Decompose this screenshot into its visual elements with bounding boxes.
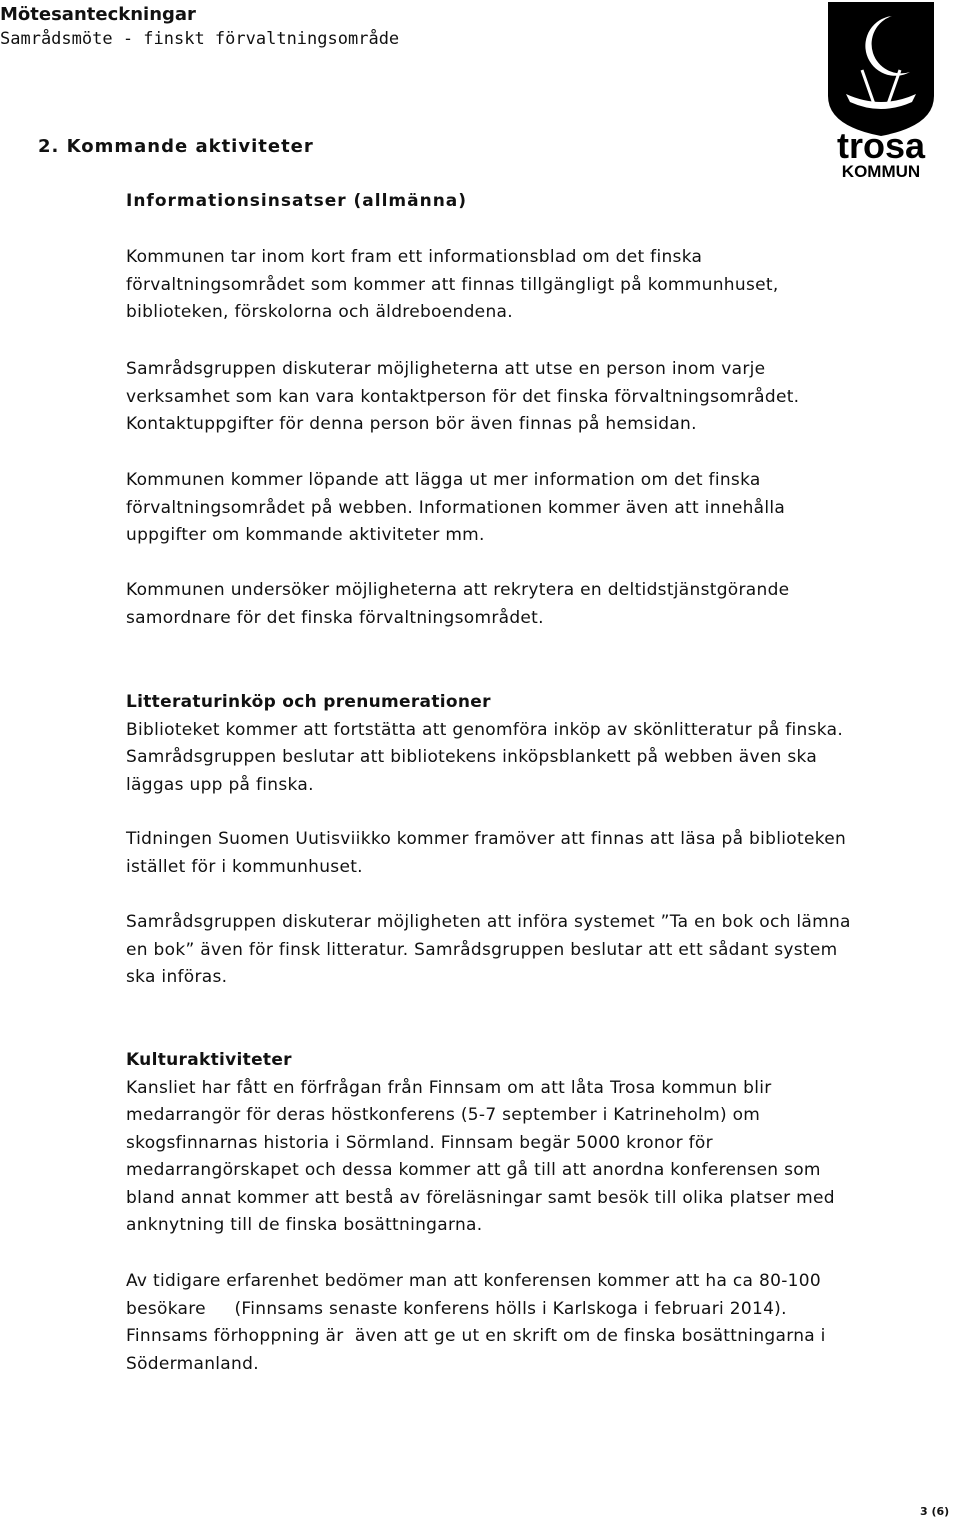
text-line: biblioteken, förskolorna och äldreboendena.: [126, 302, 513, 322]
text-line: Samrådsgruppen diskuterar möjligheten att införa systemet ”Ta en bok och lämna: [126, 912, 851, 932]
text-line: Finnsams förhoppning är även att ge ut en skrift om de finska bosättningarna i: [126, 1326, 826, 1346]
text-line: skogsfinnarnas historia i Sörmland. Finnsam begär 5000 kronor för: [126, 1132, 713, 1153]
text-line: Biblioteket kommer att fortstätta att genomföra inköp av skönlitteratur på finska.: [126, 719, 844, 740]
logo-text-trosa: trosa: [836, 125, 926, 166]
info-paragraph-2: [126, 356, 946, 439]
text-line: besökare (Finnsams senaste konferens hölls i Karlskoga i februari 2014).: [126, 1298, 787, 1319]
text-line: förvaltningsområdet på webben. Informationen kommer även att innehålla: [126, 497, 786, 518]
kultur-heading: Kulturaktiviteter: [126, 1050, 292, 1070]
text-line: Kansliet har fått en förfrågan från Finnsam om att låta Trosa kommun blir: [126, 1077, 772, 1098]
text-line: uppgifter om kommande aktiviteter mm.: [126, 525, 485, 545]
text-line: ska införas.: [126, 967, 228, 987]
text-line: Kommunen tar inom kort fram ett informationsblad om det finska: [126, 247, 703, 267]
text-line: Av tidigare erfarenhet bedömer man att konferensen kommer att ha ca 80-100: [126, 1271, 821, 1291]
trosa-kommun-logo: [822, 0, 940, 180]
text-line: Kommunen undersöker möjligheterna att rekrytera en deltidstjänstgörande: [126, 580, 790, 600]
text-line: samordnare för det finska förvaltningsområdet.: [126, 607, 544, 628]
kultur-paragraph-1: [126, 1047, 946, 1240]
info-heading: Informationsinsatser (allmänna): [126, 191, 468, 211]
text-line: Tidningen Suomen Uutisviikko kommer framöver att finnas att läsa på biblioteken: [126, 829, 847, 849]
lit-heading: Litteraturinköp och prenumerationer: [126, 692, 491, 712]
text-line: Södermanland.: [126, 1353, 259, 1374]
text-line: läggas upp på finska.: [126, 774, 314, 795]
text-line: förvaltningsområdet som kommer att finnas tillgängligt på kommunhuset,: [126, 274, 779, 295]
lit-paragraph-2: [126, 826, 946, 881]
lit-paragraph-1: [126, 689, 946, 799]
section-heading: 2. Kommande aktiviteter: [38, 136, 314, 157]
text-line: Samrådsgruppen beslutar att bibliotekens inköpsblankett på webben även ska: [126, 747, 818, 767]
text-line: anknytning till de finska bosättningarna.: [126, 1215, 483, 1235]
text-line: en bok” även för finsk litteratur. Samrådsgruppen beslutar att ett sådant system: [126, 939, 838, 960]
text-line: Kommunen kommer löpande att lägga ut mer information om det finska: [126, 470, 761, 490]
document-subtitle: Samrådsmöte - finskt förvaltningsområde: [0, 29, 400, 49]
page-number: 3 (6): [920, 1505, 950, 1518]
info-paragraph-4: [126, 577, 946, 632]
logo-text-kommun: KOMMUN: [841, 162, 921, 180]
info-paragraph-3: [126, 467, 946, 550]
lit-paragraph-3: [126, 909, 946, 992]
kultur-paragraph-2: [126, 1268, 946, 1378]
text-line: medarrangör för deras höstkonferens (5-7 september i Katrineholm) om: [126, 1105, 761, 1125]
document-title: Mötesanteckningar: [0, 4, 196, 25]
info-heading-block: [126, 188, 946, 216]
text-line: bland annat kommer att bestå av föreläsningar samt besök till olika platser med: [126, 1187, 835, 1208]
text-line: verksamhet som kan vara kontaktperson för det finska förvaltningsområdet.: [126, 386, 800, 407]
text-line: medarrangörskapet och dessa kommer att gå till att anordna konferensen som: [126, 1160, 821, 1180]
text-line: istället för i kommunhuset.: [126, 856, 363, 877]
info-paragraph-1: [126, 244, 946, 327]
text-line: Kontaktuppgifter för denna person bör även finnas på hemsidan.: [126, 414, 697, 434]
text-line: Samrådsgruppen diskuterar möjligheterna att utse en person inom varje: [126, 359, 766, 379]
